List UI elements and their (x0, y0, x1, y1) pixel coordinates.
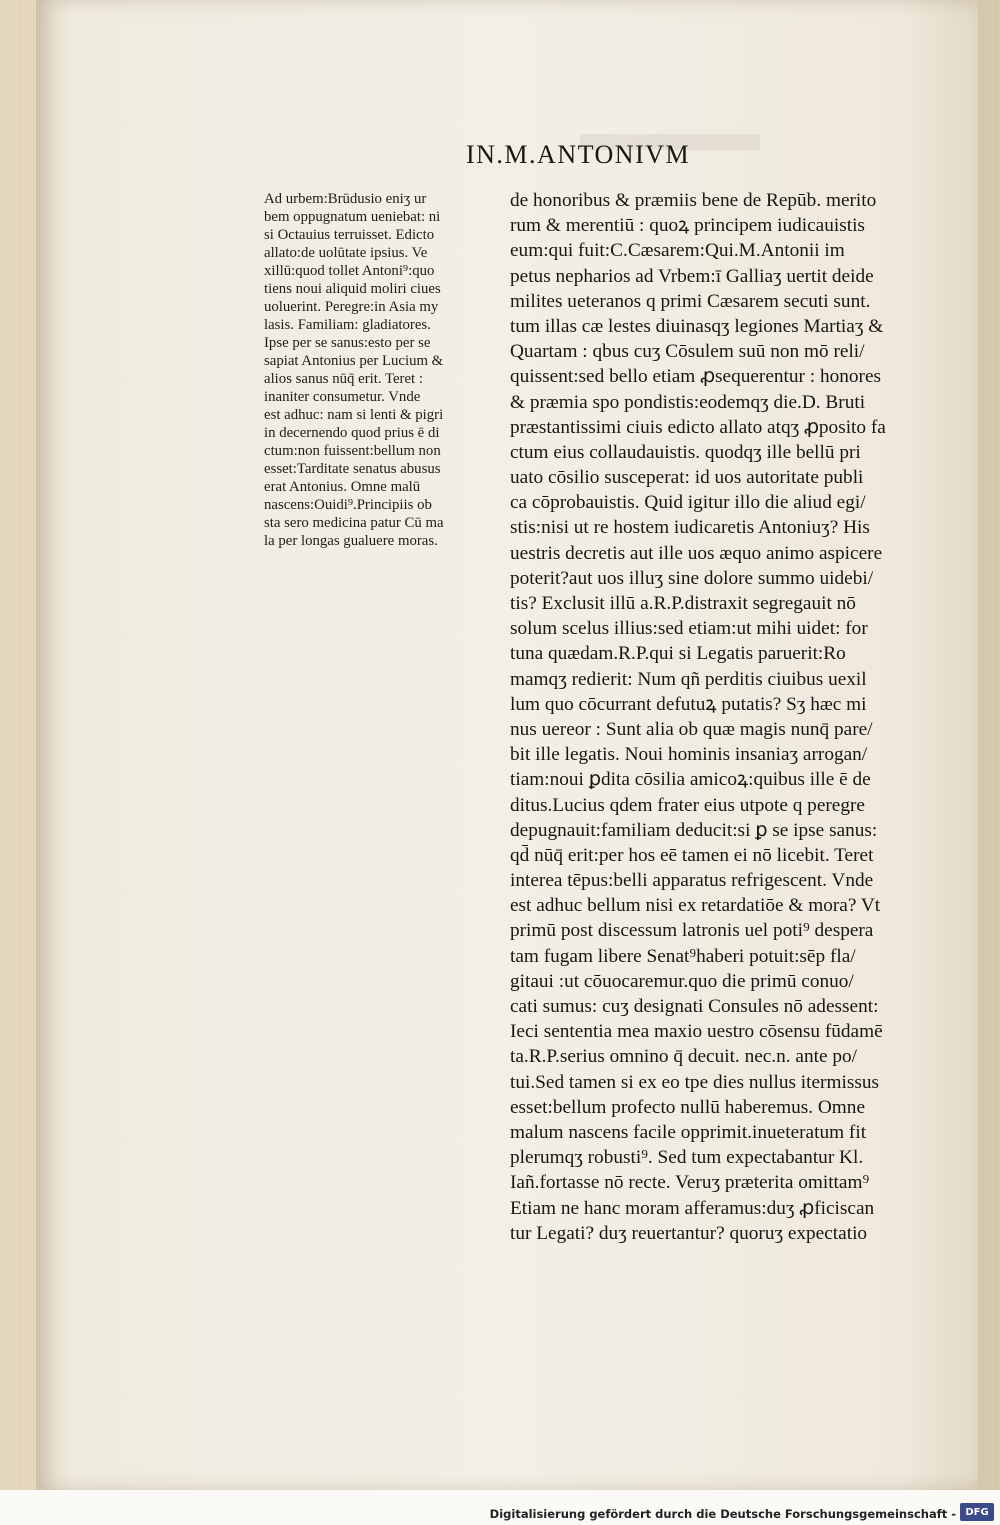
text-line: bit ille legatis. Noui hominis insaniaʒ arrogan/ (510, 744, 868, 766)
text-line: est adhuc bellum nisi ex retardatiōe & mora? Vt (510, 895, 881, 917)
text-line: ctum eius collaudauistis. quodqʒ ille bellū pri (510, 441, 861, 463)
commentary-line: si Octauius terruisset. Edicto (264, 227, 435, 243)
commentary-line: Ad urbem:Brūdusio eniʒ ur (264, 191, 427, 207)
text-line: quissent:sed bello etiam ꝓsequerentur : honores (510, 366, 882, 388)
commentary-line: bem oppugnatum ueniebat: ni (264, 209, 441, 225)
commentary-line: uoluerint. Peregre:in Asia my (264, 299, 439, 315)
dfg-credit-text: Digitalisierung gefördert durch die Deutsche Forschungsgemeinschaft - (489, 1507, 956, 1521)
text-line: uato cōsilio susceperat: id uos autoritate publi (510, 467, 864, 489)
commentary-line: alios sanus nūq̄ erit. Teret : (264, 371, 423, 387)
text-line: interea tēpus:belli apparatus refrigescent. Vnde (510, 870, 874, 892)
text-line: mamqʒ redierit: Num qñ perditis ciuibus uexil (510, 668, 867, 690)
text-line: lum quo cōcurrant defutuꝝ putatis? Sʒ hæc mi (510, 693, 867, 715)
commentary-line: ctum:non fuissent:bellum non (264, 443, 441, 459)
dfg-logo-icon: DFG (960, 1503, 994, 1521)
commentary-column (264, 190, 494, 550)
text-line: tuna quædam.R.P.qui si Legatis paruerit:Ro (510, 643, 846, 665)
commentary-line: la per longas gualuere moras. (264, 533, 438, 549)
text-line: Etiam ne hanc moram afferamus:duʒ ꝓficiscan (510, 1197, 875, 1219)
commentary-line: nascens:Ouidi⁹.Principiis ob (264, 497, 432, 513)
text-line: uestris decretis aut ille uos æquo animo aspicere (510, 542, 883, 564)
text-line: malum nascens facile opprimit.inueteratum fit (510, 1121, 867, 1143)
commentary-line: sapiat Antonius per Lucium & (264, 353, 444, 369)
commentary-line: erat Antonius. Omne malū (264, 479, 421, 495)
text-line: tiam:noui ꝑdita cōsilia amicoꝝ:quibus ille ē de (510, 769, 871, 791)
text-line: tum illas cæ lestes diuinasqʒ legiones Martiaʒ & (510, 315, 884, 337)
commentary-line: sta sero medicina patur Cū ma (264, 515, 444, 531)
text-line: gitaui :ut cōuocaremur.quo die primū conuo/ (510, 970, 854, 992)
text-line: solum scelus illius:sed etiam:ut mihi uidet: for (510, 618, 868, 640)
commentary-line: lasis. Familiam: gladiatores. (264, 317, 431, 333)
text-line: esset:bellum profecto nullū haberemus. Omne (510, 1096, 865, 1118)
main-text-column (510, 188, 950, 1246)
text-line: Iañ.fortasse nō recte. Veruʒ præterita omittam⁹ (510, 1172, 870, 1194)
commentary-line: est adhuc: nam si lenti & pigri (264, 407, 444, 423)
text-line: tam fugam libere Senat⁹haberi potuit:sēp fla/ (510, 945, 856, 967)
text-line: poterit?aut uos illuʒ sine dolore summo uidebi/ (510, 567, 874, 589)
page-title: IN.M.ANTONIVM (466, 140, 691, 169)
text-line: nus uereor : Sunt alia ob quæ magis nunq̄ pare/ (510, 718, 873, 740)
text-line: tis? Exclusit illū a.R.P.distraxit segregauit nō (510, 593, 856, 614)
text-line: tui.Sed tamen si ex eo tpe dies nullus itermissus (510, 1071, 879, 1093)
text-line: eum:qui fuit:C.Cæsarem:Qui.M.Antonii im (510, 240, 845, 262)
commentary-line: in decernendo quod prius ē di (264, 425, 440, 441)
text-line: stis:nisi ut re hostem iudicaretis Antoniuʒ? His (510, 517, 870, 539)
text-line: depugnauit:familiam deducit:si ꝑ se ipse sanus: (510, 819, 878, 841)
text-line: petus nepharios ad Vrbem:ī Galliaʒ uertit deide (510, 265, 874, 287)
text-line: plerumqʒ robusti⁹. Sed tum expectabantur Kl. (510, 1147, 864, 1169)
text-line: primū post discessum latronis uel poti⁹ despera (510, 920, 874, 942)
commentary-line: tiens noui aliquid moliri ciues (264, 281, 441, 297)
text-line: præstantissimi ciuis edicto allato atqʒ ꝓposito fa (510, 416, 886, 438)
text-line: rum & merentiū : quoꝝ principem iudicauistis (510, 215, 865, 237)
commentary-line: inaniter consumetur. Vnde (264, 389, 421, 405)
text-line: ta.R.P.serius omnino q̄ decuit. nec.n. ante po/ (510, 1046, 858, 1068)
text-line: cati sumus: cuʒ designati Consules nō adessent: (510, 996, 879, 1017)
commentary-line: xillū:quod tollet Antoni⁹:quo (264, 263, 435, 279)
text-line: de honoribus & præmiis bene de Repūb. merito (510, 190, 877, 211)
text-line: qd̄ nūq̄ erit:per hos eē tamen ei nō licebit. Teret (510, 844, 874, 866)
text-line: tur Legati? duʒ reuertantur? quoruʒ expectatio (510, 1222, 868, 1244)
commentary-line: Ipse per se sanus:esto per se (264, 335, 431, 351)
show-through-text (250, 600, 490, 618)
text-line: ditus.Lucius qdem frater eius utpote q peregre (510, 794, 865, 816)
text-line: milites ueteranos q primi Cæsarem secuti sunt. (510, 290, 871, 312)
text-line: Quartam : qbus cuʒ Cōsulem suū non mō reli/ (510, 341, 865, 363)
commentary-line: allato:de uolūtate ipsius. Ve (264, 245, 428, 261)
text-line: ca cōprobauistis. Quid igitur illo die aliud egi/ (510, 492, 866, 514)
text-line: & præmia spo pondistis:eodemqʒ die.D. Bruti (510, 391, 866, 413)
text-line: Ieci sententia mea maxio uestro cōsensu fūdamē (510, 1021, 883, 1043)
commentary-line: esset:Tarditate senatus abusus (264, 461, 441, 477)
